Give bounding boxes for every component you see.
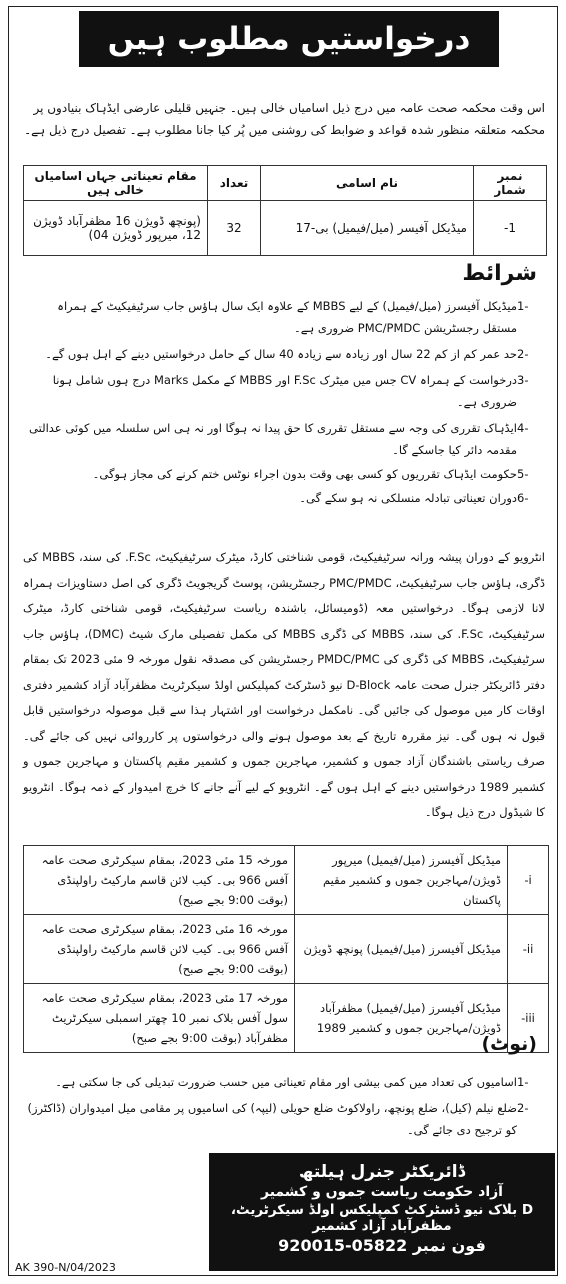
cell-serial: 1- bbox=[474, 201, 547, 256]
header-post-name: نام اسامی bbox=[261, 166, 474, 201]
notes-heading: (نوٹ) bbox=[481, 1033, 537, 1055]
item-number: 2- bbox=[517, 1101, 529, 1115]
conditions-list bbox=[23, 295, 545, 509]
instructions-paragraph: انٹرویو کے دوران پیشہ ورانہ سرٹیفیکیٹ، قومی شناختی کارڈ، میٹرک سرٹیفیکیٹ، F.Sc. کی سند، MBBS کی ڈگری، ہاؤس جاب سرٹیفیکیٹ، PMC/PMDC رجسٹریشن، پوسٹ گریجویٹ ڈگری کی اصل دستاویزات ہمراہ لانا لازمی ہوگا۔ درخواستیں معہ (ڈومیسائل، باشندہ ریاست سرٹیفیکیٹ، قومی شناختی کارڈ، میٹرک سرٹیفیکیٹ، F.Sc. کی سند، MBBS کی ڈگری MBBS کی مکمل تفصیلی مارک شیٹ (DMC)، ہاؤس جاب سرٹیفیکیٹ، MBBS کی ڈگری کی PMDC/PMC رجسٹریشن کی مصدقہ نقول مورخہ 9 مئی 2023 تک بمقام دفتر ڈائریکٹر جنرل صحت عامہ D-Block نیو ڈسٹرکٹ کمپلیکس اولڈ سیکرٹریٹ مظفرآباد آزاد کشمیر دفتری اوقات کار میں موصول کی جائیں گی۔ نامکمل درخواست اور اشتہار ہذا سے قبل موصولہ درخواستیں قابل قبول نہ ہوں گی۔ نیز مقررہ تاریخ کے بعد موصول ہونے والی درخواستوں پر کارروائی نہیں کی جائے گی۔ صرف ریاستی باشندگان آزاد جموں و کشمیر، مہاجرین جموں و کشمیر مقیم پاکستان و مہاجرین جموں و کشمیر 1989 درخواستیں دینے کے اہل ہوں گے۔ انٹرویو کے لیے آنے جانے کا خرچ امیدوار کے ذمہ ہوگا۔ انٹرویو کا شیڈول درج ذیل ہوگا۔ bbox=[23, 550, 546, 819]
item-number: 5- bbox=[517, 467, 529, 481]
cell-post: میڈیکل آفیسرز (میل/فیمیل) مظفرآباد ڈویژن/مہاجرین جموں و کشمیر 1989 bbox=[295, 984, 508, 1053]
item-number: 1- bbox=[517, 299, 529, 313]
cell-detail: مورخہ 17 مئی 2023، بمقام سیکرٹری صحت عامہ سول آفس بلاک نمبر 10 چھتر اسمبلی سیکرٹریٹ مظفرآباد (بوقت 9:00 بجے صبح) bbox=[24, 984, 295, 1053]
header-count: تعداد bbox=[208, 166, 261, 201]
table-row bbox=[24, 984, 549, 1053]
item-text: دوران تعیناتی تبادلہ منسلکی نہ ہو سکے گی۔ bbox=[299, 491, 517, 505]
header-serial: نمبر شمار bbox=[474, 166, 547, 201]
intro-text: اس وقت محکمہ صحت عامہ میں درج ذیل اسامیاں خالی ہیں۔ جنہیں قلیلی عارضی ایڈہاک بنیادوں پر محکمہ متعلقہ منظور شدہ قواعد و ضوابط کی روشنی میں پُر کیا جانا مطلوب ہے۔ تفصیل درج ذیل ہے۔ bbox=[24, 101, 545, 137]
list-item bbox=[23, 343, 545, 365]
cell-detail: مورخہ 16 مئی 2023، بمقام سیکرٹری صحت عامہ آفس 966 بی۔ کیب لائن قاسم مارکیٹ راولپنڈی (بوقت 9:00 بجے صبح) bbox=[24, 915, 295, 984]
signature-phone: فون نمبر 05822-920015 bbox=[278, 1236, 486, 1255]
list-item bbox=[23, 369, 545, 413]
table-row bbox=[24, 915, 549, 984]
list-item bbox=[23, 463, 545, 485]
cell-serial: iii- bbox=[508, 984, 549, 1053]
item-text: ضلع نیلم (کیل)، ضلع پونچھ، راولاکوٹ ضلع حویلی (لیپہ) کی اسامیوں پر مقامی میل امیدواران (ڈاکٹرز) کو ترجیح دی جائے گی۔ bbox=[27, 1101, 517, 1137]
item-text: میڈیکل آفیسرز (میل/فیمیل) کے لیے MBBS کے علاوہ ایک سال ہاؤس جاب سرٹیفیکیٹ کے ہمراہ مستقل رجسٹریشن PMC/PMDC ضروری ہے۔ bbox=[57, 299, 517, 335]
page-title: درخواستیں مطلوب ہیں bbox=[79, 11, 499, 67]
advertisement-page bbox=[8, 6, 558, 1276]
item-text: ایڈہاک تقرری کی وجہ سے مستقل تقرری کا حق پیدا نہ ہوگا اور نہ ہی اس سلسلہ میں کوئی عدالتی مقدمہ دائر کیا جاسکے گا۔ bbox=[29, 421, 517, 457]
cell-detail: مورخہ 15 مئی 2023، بمقام سیکرٹری صحت عامہ آفس 966 بی۔ کیب لائن قاسم مارکیٹ راولپنڈی (بوقت 9:00 بجے صبح) bbox=[24, 846, 295, 915]
cell-location: (پونچھ ڈویژن 16 مظفرآباد ڈویژن 12، میرپور ڈویژن 04) bbox=[24, 201, 208, 256]
item-number: 2- bbox=[517, 347, 529, 361]
list-item bbox=[23, 417, 545, 461]
header-location: مقام تعیناتی جہاں اسامیاں خالی ہیں bbox=[24, 166, 208, 201]
interview-schedule-table bbox=[23, 845, 549, 1053]
list-item bbox=[23, 1071, 545, 1093]
item-number: 3- bbox=[517, 373, 529, 387]
item-text: حد عمر کم از کم 22 سال اور زیادہ سے زیادہ 40 سال کے حامل درخواستیں دینے کے اہل ہوں گے۔ bbox=[45, 347, 517, 361]
item-number: 1- bbox=[517, 1075, 529, 1089]
table-row bbox=[24, 846, 549, 915]
cell-post: میڈیکل آفیسرز (میل/فیمیل) میرپور ڈویژن/مہاجرین جموں و کشمیر مقیم پاکستان bbox=[295, 846, 508, 915]
vacancy-table-header bbox=[24, 166, 547, 201]
list-item bbox=[23, 295, 545, 339]
item-text: درخواست کے ہمراہ CV جس میں میٹرک F.Sc اور MBBS کے مکمل Marks درج ہوں شامل ہونا ضروری ہے۔ bbox=[52, 373, 517, 409]
cell-post: میڈیکل آفیسرز (میل/فیمیل) پونچھ ڈویژن bbox=[295, 915, 508, 984]
list-item bbox=[23, 487, 545, 509]
cell-serial: i- bbox=[508, 846, 549, 915]
item-number: 6- bbox=[517, 491, 529, 505]
list-item bbox=[23, 1097, 545, 1141]
signature-designation: ڈائریکٹر جنرل ہیلتھ bbox=[298, 1162, 466, 1182]
reference-number: AK 390-N/04/2023 bbox=[15, 1261, 116, 1274]
signature-block bbox=[209, 1153, 555, 1271]
item-number: 4- bbox=[517, 421, 529, 435]
signature-address: D بلاک نیو ڈسٹرکٹ کمپلیکس اولڈ سیکرٹریٹ، مظفرآباد آزاد کشمیر bbox=[230, 1202, 534, 1234]
item-text: اسامیوں کی تعداد میں کمی بیشی اور مقام تعیناتی میں حسب ضرورت تبدیلی کی جا سکتی ہے۔ bbox=[55, 1075, 517, 1089]
cell-count: 32 bbox=[208, 201, 261, 256]
cell-serial: ii- bbox=[508, 915, 549, 984]
table-row bbox=[24, 201, 547, 256]
item-text: حکومت ایڈہاک تقرریوں کو کسی بھی وقت بدون اجراء نوٹس ختم کرنے کی مجاز ہوگی۔ bbox=[92, 467, 517, 481]
notes-list bbox=[23, 1071, 545, 1141]
cell-post-name: میڈیکل آفیسر (میل/فیمیل) بی-17 bbox=[261, 201, 474, 256]
signature-government: آزاد حکومت ریاست جموں و کشمیر bbox=[261, 1184, 503, 1200]
vacancy-table bbox=[23, 165, 547, 256]
conditions-heading: شرائط bbox=[462, 261, 537, 286]
